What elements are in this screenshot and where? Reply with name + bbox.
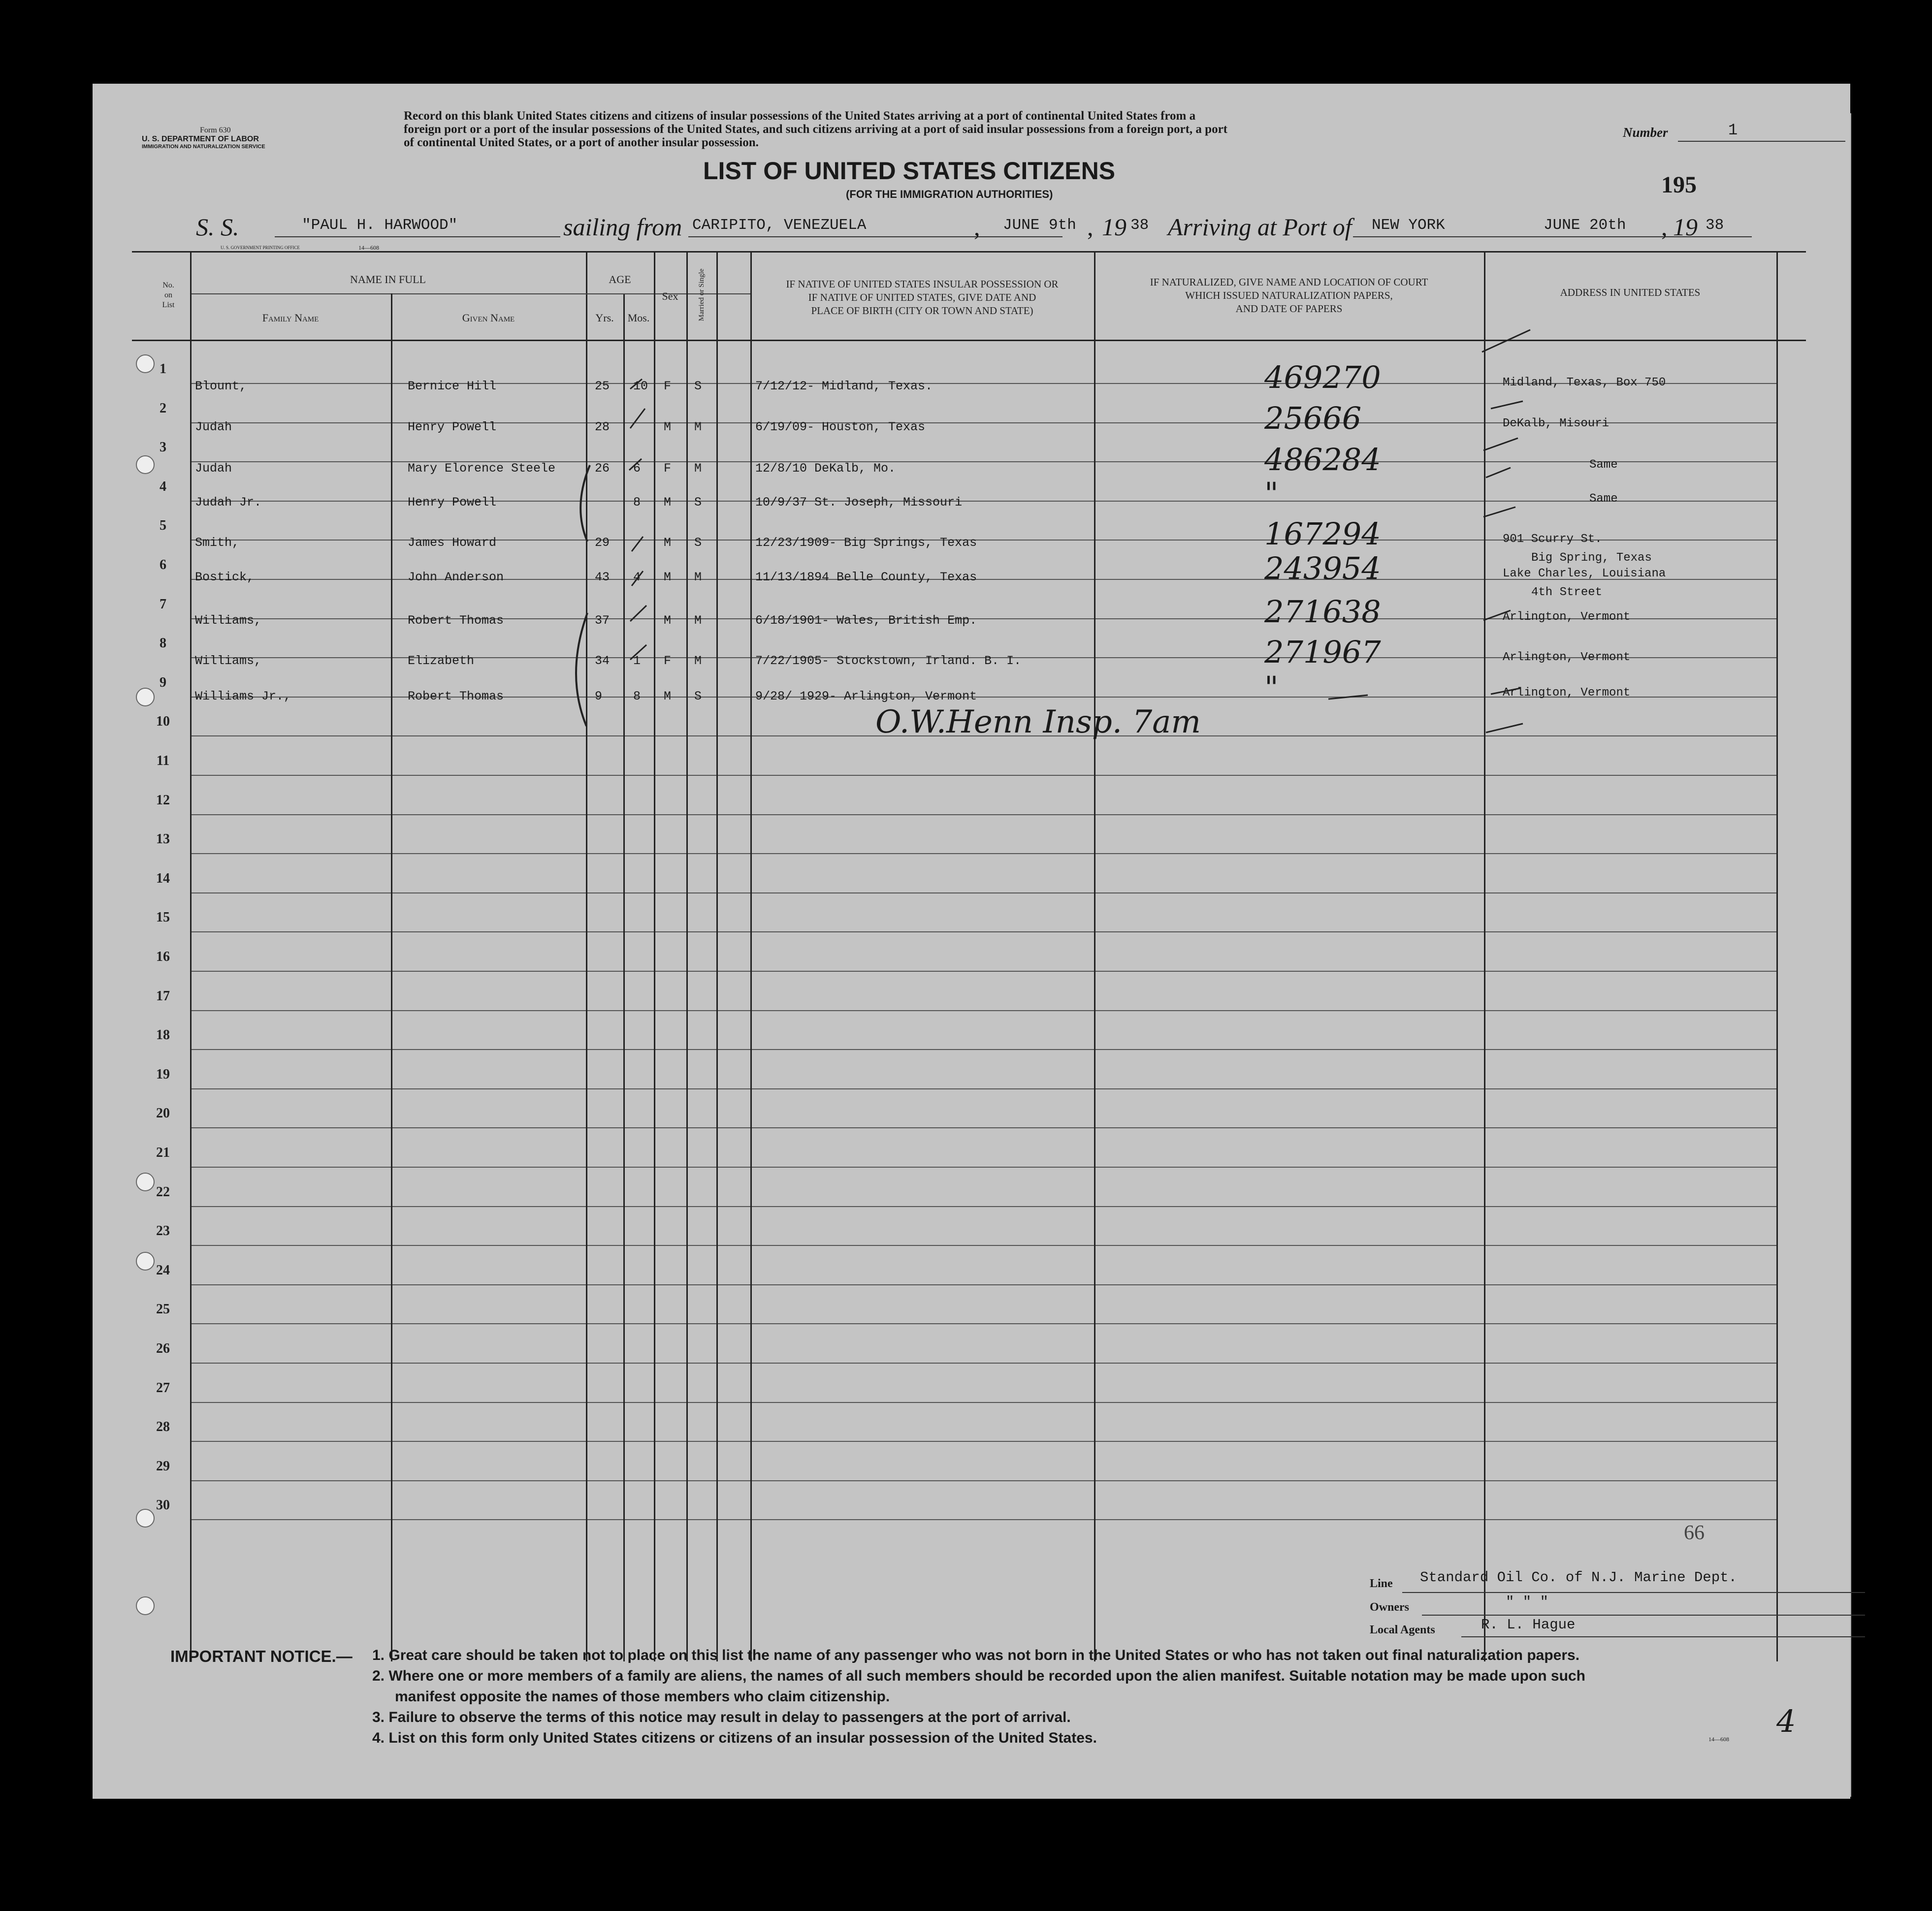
given-name-cell: Bernice Hill: [408, 379, 497, 393]
row-number: 29: [156, 1458, 170, 1474]
row-number: 1: [160, 361, 166, 377]
arrival-year: 38: [1706, 217, 1724, 234]
number-label: Number: [1623, 125, 1668, 140]
family-name-cell: Judah: [195, 420, 232, 434]
address-cell-line-2: Big Spring, Texas: [1531, 551, 1652, 565]
row-number: 22: [156, 1184, 170, 1200]
birth-cell: 6/19/09- Houston, Texas: [755, 420, 926, 434]
address-cell: Arlington, Vermont: [1503, 686, 1631, 700]
birth-cell: 7/12/12- Midland, Texas.: [755, 379, 933, 393]
family-name-cell: Williams,: [195, 613, 262, 628]
comma: ,: [1661, 213, 1668, 241]
depart-year-prefix: 19: [1102, 213, 1127, 241]
ss-label: S. S.: [196, 213, 239, 241]
instruction-line-1: Record on this blank United States citizens and citizens of insular possessions of the United States arriving at a port of continental United States from a: [404, 109, 1196, 123]
column-rule: [1484, 251, 1485, 1661]
row-number: 4: [160, 478, 166, 494]
age-months-cell: 10: [633, 379, 648, 393]
given-name-cell: Elizabeth: [408, 654, 475, 668]
sex-cell: F: [664, 654, 672, 668]
comma: ,: [974, 213, 980, 241]
age-years-cell: 25: [595, 379, 610, 393]
family-name-cell: Williams Jr.,: [195, 689, 291, 703]
marital-status-cell: M: [694, 654, 702, 668]
row-number: 24: [156, 1262, 170, 1278]
row-number: 3: [160, 440, 166, 455]
given-name-cell: Henry Powell: [408, 420, 497, 434]
row-rule: [190, 1010, 1776, 1011]
marital-status-cell: S: [694, 689, 702, 703]
column-rule: [623, 293, 625, 1661]
address-cell-line-2: 4th Street: [1531, 586, 1603, 599]
from-port-underline: [688, 236, 1063, 237]
row-rule: [190, 1088, 1776, 1089]
naturalization-number-cell: 25666: [1264, 400, 1362, 436]
address-cell: DeKalb, Misouri: [1503, 417, 1610, 430]
line-underline: [1402, 1592, 1865, 1593]
age-months-cell: 1: [633, 654, 641, 668]
age-years-cell: 28: [595, 420, 610, 434]
notice-code: 14—608: [1708, 1736, 1729, 1743]
row-number: 11: [156, 753, 170, 768]
sex-cell: M: [664, 613, 672, 628]
row-number: 5: [160, 518, 166, 534]
column-rule: [586, 251, 587, 1661]
naturalization-number-cell: 243954: [1264, 550, 1381, 586]
given-name-cell: Robert Thomas: [408, 613, 504, 628]
marital-status-cell: S: [694, 536, 702, 550]
column-rule: [750, 251, 752, 1661]
age-months-cell: 8: [633, 495, 641, 510]
notice-item-3: 3. Failure to observe the terms of this notice may result in delay to passengers at the port of arrival.: [372, 1709, 1071, 1725]
row-number: 25: [156, 1302, 170, 1317]
owners-underline: [1422, 1615, 1865, 1616]
address-cell: 901 Scurry St.: [1503, 533, 1602, 546]
table-header-bottom-rule: [132, 340, 1806, 341]
row-number: 9: [160, 674, 166, 690]
age-years-cell: 9: [595, 689, 603, 703]
row-rule: [190, 1402, 1776, 1403]
page-title: LIST OF UNITED STATES CITIZENS: [703, 157, 1116, 185]
row-rule: [190, 1284, 1776, 1285]
family-name-cell: Judah Jr.: [195, 495, 262, 510]
row-number: 8: [160, 636, 166, 651]
given-name-cell: John Anderson: [408, 570, 504, 584]
address-cell: Same: [1589, 458, 1618, 472]
row-rule: [190, 1441, 1776, 1442]
punch-hole: [136, 455, 155, 474]
header-yrs: Yrs.: [595, 312, 614, 324]
instruction-line-2: foreign port or a port of the insular possessions of the United States, and such citizens arriving at a port of said insular possessions from a foreign port, a port: [404, 123, 1227, 136]
age-years-cell: 43: [595, 570, 610, 584]
family-name-cell: Smith,: [195, 536, 240, 550]
naturalization-number-cell: ": [1264, 476, 1279, 511]
address-cell: Arlington, Vermont: [1503, 651, 1631, 664]
notice-item-2-cont: manifest opposite the names of those members who claim citizenship.: [395, 1688, 890, 1705]
row-rule: [190, 775, 1776, 776]
row-number: 30: [156, 1497, 170, 1513]
birth-cell: 12/8/10 DeKalb, Mo.: [755, 461, 896, 476]
family-name-cell: Williams,: [195, 654, 262, 668]
arrival-port: NEW YORK: [1372, 217, 1445, 234]
header-birth: IF NATIVE OF UNITED STATES INSULAR POSSESSION OR IF NATIVE OF UNITED STATES, GIVE DATE AND PLACE OF BIRTH (CITY OR TOWN AND STATE): [786, 278, 1059, 317]
service: IMMIGRATION AND NATURALIZATION SERVICE: [142, 144, 265, 150]
family-name-cell: Blount,: [195, 379, 247, 393]
line-value: Standard Oil Co. of N.J. Marine Dept.: [1420, 1569, 1737, 1586]
row-number: 14: [156, 870, 170, 886]
row-number: 26: [156, 1341, 170, 1356]
family-name-cell: Judah: [195, 461, 232, 476]
age-years-cell: 34: [595, 654, 610, 668]
header-address: ADDRESS IN UNITED STATES: [1560, 287, 1701, 298]
ship-name: "PAUL H. HARWOOD": [302, 217, 458, 234]
birth-cell: 9/28/ 1929- Arlington, Vermont: [755, 689, 977, 703]
header-no-on-list: No. on List: [162, 281, 175, 309]
row-rule: [190, 853, 1776, 854]
sex-cell: M: [664, 420, 672, 434]
notice-item-4: 4. List on this form only United States citizens or citizens of an insular possession of the United States.: [372, 1730, 1097, 1746]
sex-cell: F: [664, 461, 672, 476]
row-rule: [190, 971, 1776, 972]
arrival-year-prefix: 19: [1673, 213, 1698, 241]
given-name-cell: Mary Elorence Steele: [408, 461, 556, 476]
header-given-name: Given Name: [462, 312, 515, 324]
age-months-cell: 6: [633, 461, 641, 476]
row-rule: [190, 1480, 1776, 1481]
agents-label: Local Agents: [1370, 1624, 1435, 1636]
inspector-note: O.W.Henn Insp. 7am: [875, 704, 1201, 740]
column-rule: [716, 251, 718, 1661]
column-rule: [1094, 251, 1095, 1661]
naturalization-number-cell: 486284: [1264, 442, 1381, 478]
family-name-cell: Bostick,: [195, 570, 255, 584]
row-number: 12: [156, 792, 170, 808]
row-rule: [190, 1167, 1776, 1168]
number-value: 1: [1728, 121, 1738, 139]
page-mark: 66: [1684, 1522, 1705, 1544]
address-cell: Midland, Texas, Box 750: [1503, 376, 1666, 389]
row-number: 28: [156, 1419, 170, 1435]
column-rule: [654, 251, 655, 1661]
agents-value: R. L. Hague: [1481, 1617, 1576, 1633]
given-name-cell: Robert Thomas: [408, 689, 504, 703]
marital-status-cell: S: [694, 495, 702, 510]
sex-cell: M: [664, 689, 672, 703]
table-top-rule: [132, 251, 1806, 253]
row-rule: [190, 1323, 1776, 1324]
age-years-cell: 26: [595, 461, 610, 476]
row-rule: [190, 1363, 1776, 1364]
given-name-cell: James Howard: [408, 536, 497, 550]
row-rule: [190, 1245, 1776, 1246]
header-sex: Sex: [662, 290, 678, 302]
row-rule: [190, 1519, 1776, 1520]
header-family-name: Family Name: [262, 312, 319, 324]
marital-status-cell: M: [694, 613, 702, 628]
depart-year: 38: [1130, 217, 1149, 234]
sheet-number: 195: [1661, 172, 1697, 198]
row-number: 21: [156, 1145, 170, 1160]
column-rule: [686, 251, 688, 1661]
row-number: 10: [156, 714, 170, 730]
punch-hole: [136, 1596, 155, 1615]
header-naturalized: IF NATURALIZED, GIVE NAME AND LOCATION OF COURT WHICH ISSUED NATURALIZATION PAPERS, AND DATE OF PAPERS: [1150, 276, 1428, 315]
notice-heading: IMPORTANT NOTICE.—: [170, 1647, 353, 1665]
age-subheader-rule: [586, 293, 654, 294]
column-rule: [391, 293, 392, 1661]
birth-cell: 11/13/1894 Belle County, Texas: [755, 570, 977, 584]
printing-office: U. S. GOVERNMENT PRINTING OFFICE: [221, 245, 300, 250]
instruction-line-3: of continental United States, or a port of another insular possession.: [404, 136, 759, 149]
row-rule: [190, 814, 1776, 815]
header-name-in-full: NAME IN FULL: [350, 273, 426, 286]
department: U. S. DEPARTMENT OF LABOR: [142, 135, 259, 143]
birth-cell: 10/9/37 St. Joseph, Missouri: [755, 495, 963, 510]
row-number: 20: [156, 1106, 170, 1121]
sex-cell: M: [664, 570, 672, 584]
naturalization-number-cell: 469270: [1264, 359, 1381, 395]
arrival-date: JUNE 20th: [1544, 217, 1626, 234]
marital-status-cell: M: [694, 570, 702, 584]
row-rule: [190, 1127, 1776, 1128]
marital-status-cell: M: [694, 420, 702, 434]
number-underline: [1678, 141, 1845, 142]
row-number: 18: [156, 1027, 170, 1043]
corner-mark: 4: [1776, 1703, 1796, 1739]
row-number: 2: [160, 400, 166, 416]
arriving-label: Arriving at Port of: [1168, 213, 1352, 241]
agents-underline: [1461, 1636, 1865, 1637]
header-married-or-single: Married or Single: [698, 268, 706, 321]
row-rule: [190, 1206, 1776, 1207]
form-number: Form 630: [200, 126, 231, 134]
naturalization-number-cell: 167294: [1264, 516, 1381, 552]
birth-cell: 7/22/1905- Stockstown, Irland. B. I.: [755, 654, 1022, 668]
column-rule: [1776, 251, 1778, 1661]
birth-cell: 6/18/1901- Wales, British Emp.: [755, 613, 977, 628]
column-rule: [190, 251, 192, 1661]
header-age: AGE: [609, 273, 631, 286]
owners-label: Owners: [1370, 1601, 1409, 1614]
sex-cell: F: [664, 379, 672, 393]
birth-cell: 12/23/1909- Big Springs, Texas: [755, 536, 977, 550]
row-rule: [190, 1049, 1776, 1050]
marital-status-cell: M: [694, 461, 702, 476]
from-port: CARIPITO, VENEZUELA: [692, 217, 867, 234]
naturalization-number-cell: ": [1264, 669, 1279, 705]
row-number: 27: [156, 1380, 170, 1396]
age-years-cell: 29: [595, 536, 610, 550]
address-cell: Same: [1589, 492, 1618, 506]
row-rule: [190, 892, 1776, 893]
address-cell: Arlington, Vermont: [1503, 610, 1631, 624]
age-months-cell: 4: [633, 570, 641, 584]
row-number: 17: [156, 988, 170, 1004]
naturalization-number-cell: 271638: [1264, 594, 1381, 630]
header-mos: Mos.: [627, 312, 650, 324]
printing-code: 14—608: [358, 244, 379, 251]
row-rule: [190, 931, 1776, 932]
row-number: 19: [156, 1066, 170, 1082]
row-number: 23: [156, 1223, 170, 1239]
naturalization-number-cell: 271967: [1264, 634, 1381, 670]
row-number: 6: [160, 557, 166, 573]
row-number: 15: [156, 910, 170, 925]
sailing-label: sailing from: [563, 213, 682, 241]
sex-cell: M: [664, 536, 672, 550]
page-subtitle: (FOR THE IMMIGRATION AUTHORITIES): [846, 188, 1053, 200]
line-label: Line: [1370, 1577, 1393, 1590]
ship-underline: [275, 236, 560, 237]
manifest-sheet: [93, 84, 1850, 1799]
notice-item-1: 1. Great care should be taken not to place on this list the name of any passenger who was not born in the United States or who has not taken out final naturalization papers.: [372, 1647, 1580, 1663]
given-name-cell: Henry Powell: [408, 495, 497, 510]
row-number: 7: [160, 596, 166, 612]
age-years-cell: 37: [595, 613, 610, 628]
address-cell: Lake Charles, Louisiana: [1503, 567, 1666, 580]
marital-status-cell: S: [694, 379, 702, 393]
age-months-cell: 8: [633, 689, 641, 703]
notice-item-2: 2. Where one or more members of a family are aliens, the names of all such members should be recorded upon the alien manifest. Suitable notation may be made upon such: [372, 1668, 1585, 1684]
sex-cell: M: [664, 495, 672, 510]
depart-date: JUNE 9th: [1003, 217, 1076, 234]
row-number: 13: [156, 831, 170, 847]
row-number: 16: [156, 949, 170, 964]
comma: ,: [1087, 213, 1094, 241]
owners-value: " " ": [1506, 1594, 1549, 1610]
